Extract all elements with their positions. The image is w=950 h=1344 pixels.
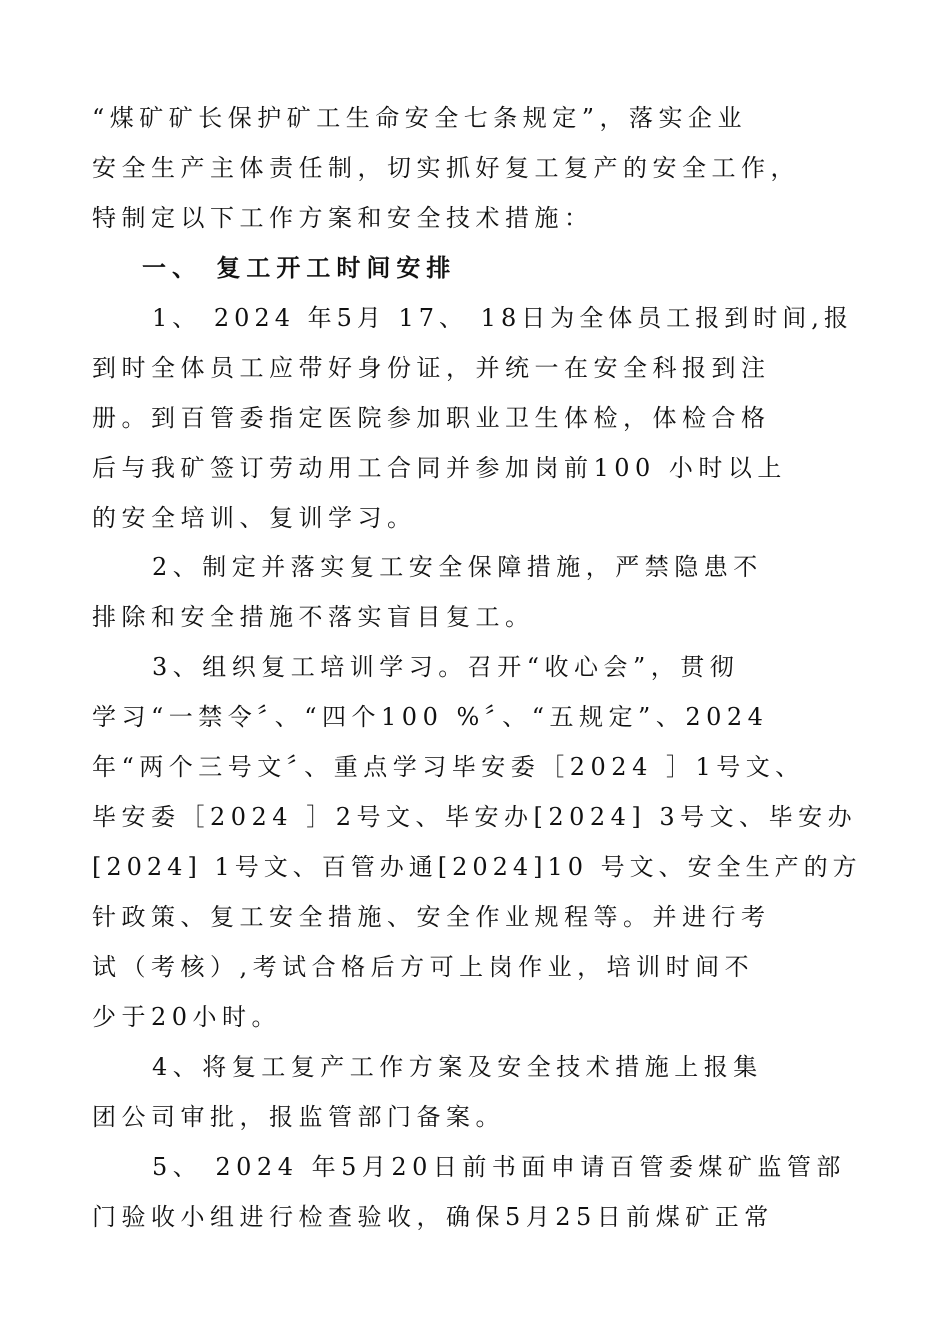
text-line: 试（考核）,考试合格后方可上岗作业，培训时间不 — [92, 953, 755, 981]
text-line: 学习“一禁令〞、“四个100 %〞、“五规定”、2024 — [92, 703, 769, 731]
text-line: 门验收小组进行检查验收，确保5月25日前煤矿正常 — [92, 1203, 774, 1231]
text-line: 少于20小时。 — [92, 1003, 282, 1031]
text-line: 针政策、复工安全措施、安全作业规程等。并进行考 — [92, 903, 771, 931]
text-line: 安全生产主体责任制，切实抓好复工复产的安全工作， — [92, 154, 800, 182]
text-line: 特制定以下工作方案和安全技术措施： — [92, 204, 594, 232]
text-line: 团公司审批，报监管部门备案。 — [92, 1103, 505, 1131]
text-line: “煤矿矿长保护矿工生命安全七条规定”，落实企业 — [92, 104, 748, 132]
text-line: 排除和安全措施不落实盲目复工。 — [92, 603, 535, 631]
text-line: 4、将复工复产工作方案及安全技术措施上报集 — [152, 1053, 763, 1081]
section-heading: 一、 复工开工时间安排 — [142, 254, 457, 282]
text-line: 毕安委［2024 ］2号文、毕安办[2024] 3号文、毕安办 — [92, 803, 858, 831]
text-line: 册。到百管委指定医院参加职业卫生体检，体检合格 — [92, 404, 771, 432]
text-line: [2024] 1号文、百管办通[2024]10 号文、安全生产的方 — [92, 853, 862, 881]
text-line: 1、 2024 年5月 17、 18日为全体员工报到时间,报 — [152, 304, 853, 332]
text-line: 的安全培训、复训学习。 — [92, 504, 417, 532]
text-line: 3、组织复工培训学习。召开“收心会”，贯彻 — [152, 653, 740, 681]
text-line: 年“两个三号文〞、重点学习毕安委［2024 ］1号文、 — [92, 753, 805, 781]
text-line: 5、 2024 年5月20日前书面申请百管委煤矿监管部 — [152, 1153, 846, 1181]
text-line: 后与我矿签订劳动用工合同并参加岗前100 小时以上 — [92, 454, 787, 482]
text-line: 到时全体员工应带好身份证，并统一在安全科报到注 — [92, 354, 771, 382]
text-line: 2、制定并落实复工安全保障措施，严禁隐患不 — [152, 553, 763, 581]
